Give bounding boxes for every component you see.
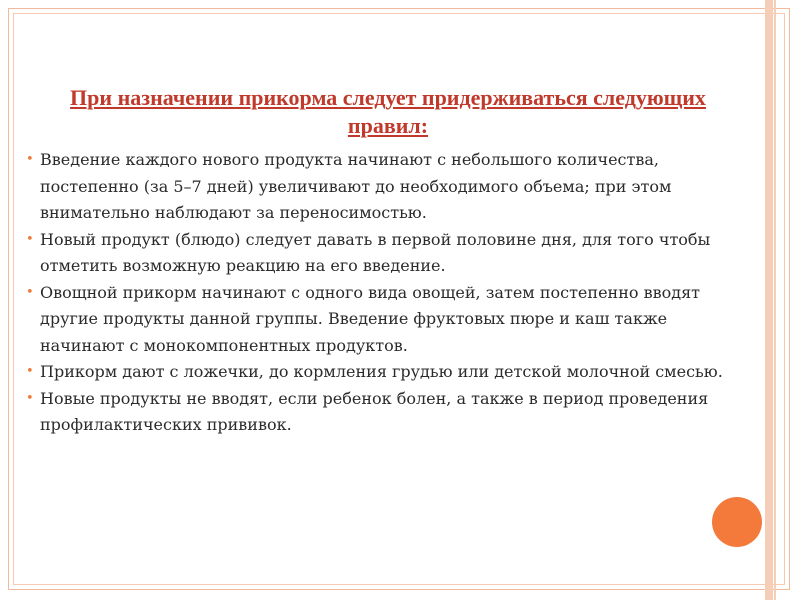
decorative-right-band bbox=[765, 0, 773, 600]
slide-title: При назначении прикорма следует придерживаться следующих правил: bbox=[70, 85, 706, 138]
bullet-icon: • bbox=[26, 231, 34, 247]
bullet-icon: • bbox=[26, 364, 34, 379]
rule-text: Новый продукт (блюдо) следует давать в первой половине дня, для того чтобы отметить возможную реакцию на его введение. bbox=[40, 229, 711, 275]
decorative-orange-circle bbox=[712, 497, 762, 547]
list-item bbox=[20, 227, 750, 280]
bullet-icon: • bbox=[26, 390, 34, 406]
rule-text: Овощной прикорм начинают с одного вида овощей, затем постепенно вводят другие продукты данной группы. Введение фруктовых пюре и каш также начинают с монокомпонентных продуктов. bbox=[40, 282, 701, 355]
rule-text: Прикорм дают с ложечки, до кормления грудью или детской молочной смесью. bbox=[40, 362, 723, 381]
rule-text: Новые продукты не вводят, если ребенок болен, а также в период проведения профилактических прививок. bbox=[40, 388, 709, 434]
rules-list bbox=[20, 147, 750, 439]
bullet-icon: • bbox=[26, 284, 34, 300]
list-item bbox=[20, 359, 750, 386]
bullet-icon: • bbox=[26, 152, 34, 167]
decorative-right-line bbox=[774, 0, 776, 600]
list-item bbox=[20, 147, 750, 227]
list-item bbox=[20, 280, 750, 360]
list-item bbox=[20, 386, 750, 439]
rule-text: Введение каждого нового продукта начинают с небольшого количества, постепенно (за 5–7 дней) увеличивают до необходимого объема; при этом внимательно наблюдают за переносимостью. bbox=[40, 150, 672, 222]
